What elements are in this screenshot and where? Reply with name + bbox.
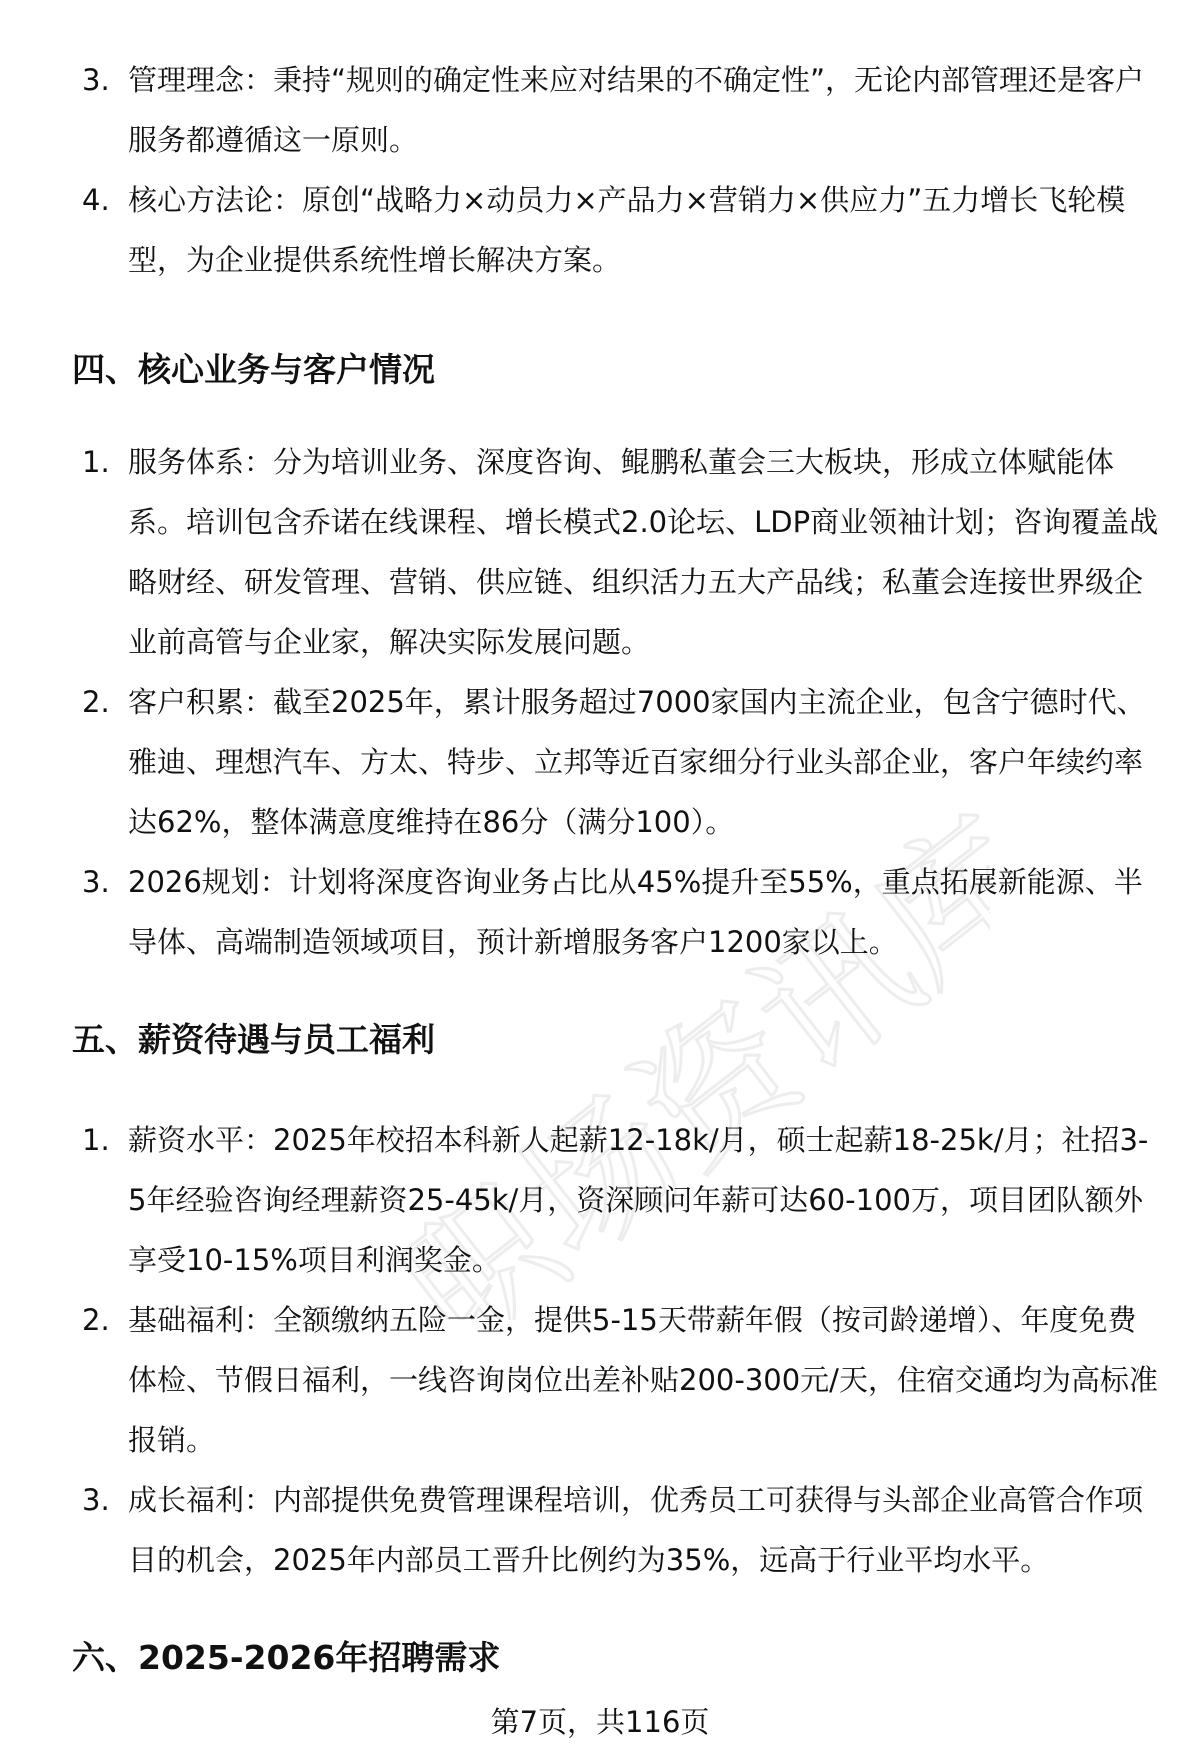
list-item-text: 客户积累：截至2025年，累计服务超过7000家国内主流企业，包含宁德时代、雅迪、理想汽车、方太、特步、立邦等近百家细分行业头部企业，客户年续约率达62%，整体满意度维持在86分（满分100）。	[128, 685, 1146, 839]
list-item-text: 基础福利：全额缴纳五险一金，提供5-15天带薪年假（按司龄递增）、年度免费体检、节假日福利，一线咨询岗位出差补贴200-300元/天，住宿交通均为高标准报销。	[128, 1303, 1158, 1457]
list-item-number: 2.	[82, 685, 110, 719]
watermark-text: 职场资讯库	[370, 786, 990, 1320]
list-item	[82, 170, 1162, 290]
section3-list	[82, 50, 1162, 290]
list-item-number: 4.	[82, 183, 110, 217]
list-item-number: 3.	[82, 865, 110, 899]
list-item	[82, 852, 1162, 972]
list-item	[82, 50, 1162, 170]
section-heading: 四、核心业务与客户情况	[72, 350, 435, 389]
list-item	[82, 1290, 1162, 1470]
page-number: 第7页，共116页	[490, 1705, 710, 1739]
list-item-text: 薪资水平：2025年校招本科新人起薪12-18k/月，硕士起薪18-25k/月；社招3-5年经验咨询经理薪资25-45k/月，资深顾问年薪可达60-100万，项目团队额外享受10-15%项目利润奖金。	[128, 1123, 1149, 1277]
list-item	[82, 1110, 1162, 1290]
list-item-number: 2.	[82, 1303, 110, 1337]
section5-list	[82, 1110, 1162, 1590]
section-heading: 六、2025-2026年招聘需求	[72, 1638, 501, 1677]
list-item-text: 服务体系：分为培训业务、深度咨询、鲲鹏私董会三大板块，形成立体赋能体系。培训包含乔诺在线课程、增长模式2.0论坛、LDP商业领袖计划；咨询覆盖战略财经、研发管理、营销、供应链、组织活力五大产品线；私董会连接世界级企业前高管与企业家，解决实际发展问题。	[128, 445, 1159, 659]
list-item	[82, 672, 1162, 852]
list-item-text: 管理理念：秉持“规则的确定性来应对结果的不确定性”，无论内部管理还是客户服务都遵循这一原则。	[128, 63, 1145, 157]
list-item-text: 2026规划：计划将深度咨询业务占比从45%提升至55%，重点拓展新能源、半导体、高端制造领域项目，预计新增服务客户1200家以上。	[128, 865, 1143, 959]
list-item-number: 3.	[82, 1483, 110, 1517]
list-item-text: 成长福利：内部提供免费管理课程培训，优秀员工可获得与头部企业高管合作项目的机会，2025年内部员工晋升比例约为35%，远高于行业平均水平。	[128, 1483, 1144, 1577]
list-item	[82, 1470, 1162, 1590]
section4-list	[82, 432, 1162, 972]
list-item-number: 1.	[82, 445, 110, 479]
list-item-text: 核心方法论：原创“战略力×动员力×产品力×营销力×供应力”五力增长飞轮模型，为企业提供系统性增长解决方案。	[128, 183, 1126, 277]
list-item	[82, 432, 1162, 672]
list-item-number: 1.	[82, 1123, 110, 1157]
section-heading: 五、薪资待遇与员工福利	[72, 1020, 435, 1059]
list-item-number: 3.	[82, 63, 110, 97]
